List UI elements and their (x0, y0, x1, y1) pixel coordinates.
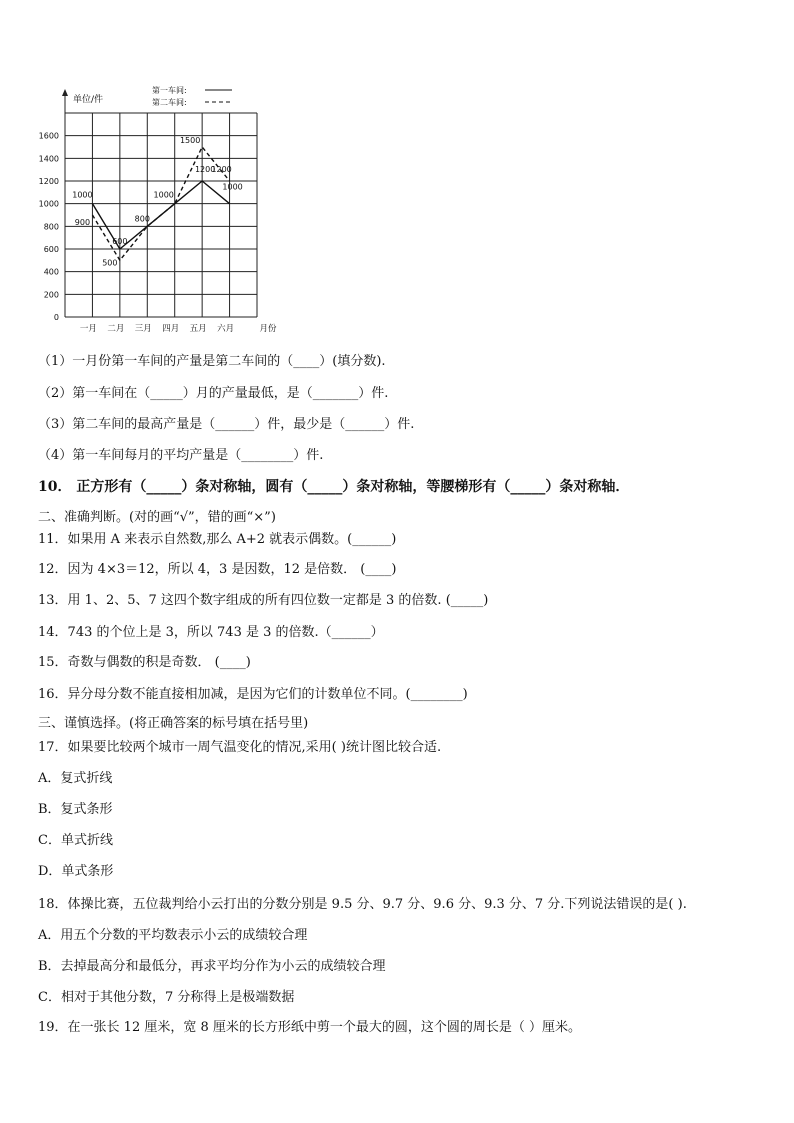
x-tick-label: 二月 (107, 324, 125, 334)
data-label: 1500 (179, 136, 201, 145)
x-axis-label: 月份 (259, 324, 277, 334)
y-tick-label: 400 (43, 267, 59, 277)
question-line: 13．用 1、2、5、7 这四个数字组成的所有四位数一定都是 3 的倍数. (_____) (38, 593, 489, 608)
x-tick-label: 三月 (134, 324, 152, 334)
question-line: C．单式折线 (38, 833, 113, 848)
question-line: A．复式折线 (38, 771, 113, 786)
question-line: （4）第一车间每月的平均产量是（________）件. (38, 448, 324, 463)
y-tick-label: 1600 (38, 131, 59, 141)
question-line: 10． 正方形有（_____）条对称轴，圆有（_____）条对称轴，等腰梯形有（_____）条对称轴． (38, 479, 630, 495)
data-label: 1000 (153, 190, 174, 200)
data-label: 1200 (211, 165, 232, 174)
data-label: 1000 (222, 182, 243, 192)
question-line: B．去掉最高分和最低分，再求平均分作为小云的成绩较合理 (38, 959, 386, 974)
question-line: （1）一月份第一车间的产量是第二车间的（____）(填分数). (38, 354, 386, 369)
question-line: 16．异分母分数不能直接相加减，是因为它们的计数单位不同。(________) (38, 687, 468, 702)
y-tick-label: 800 (43, 222, 59, 232)
y-tick-label: 1200 (38, 177, 59, 186)
question-line: 12．因为 4×3＝12，所以 4，3 是因数，12 是倍数． (____) (38, 562, 397, 577)
y-tick-label: 1400 (38, 154, 59, 164)
question-line: C．相对于其他分数，7 分称得上是极端数据 (38, 990, 295, 1005)
question-line: 三、谨慎选择。(将正确答案的标号填在括号里) (38, 716, 309, 731)
y-tick-label: 0 (53, 313, 59, 322)
question-line: （3）第二车间的最高产量是（______）件，最少是（______）件. (38, 417, 415, 432)
legend-label: 第二车间: (152, 98, 187, 107)
question-line: 11．如果用 A 来表示自然数,那么 A+2 就表示偶数。(______) (38, 532, 397, 547)
data-label: 1200 (194, 165, 216, 174)
question-line: 二、准确判断。(对的画“√”，错的画“×”) (38, 510, 276, 525)
data-label: 1000 (72, 190, 93, 200)
question-line: 15．奇数与偶数的积是奇数． (____) (38, 655, 251, 670)
question-line: 17．如果要比较两个城市一周气温变化的情况,采用( )统计图比较合适. (38, 740, 442, 755)
data-label: 900 (74, 218, 91, 227)
y-axis-unit-label: 单位/件 (73, 95, 104, 105)
y-tick-label: 600 (43, 245, 59, 254)
data-label: 800 (134, 214, 150, 224)
x-tick-label: 五月 (189, 324, 207, 334)
question-line: A．用五个分数的平均数表示小云的成绩较合理 (38, 928, 308, 943)
x-tick-label: 一月 (79, 324, 97, 334)
question-line: 18．体操比赛，五位裁判给小云打出的分数分别是 9.5 分、9.7 分、9.6 分、9.3 分、7 分.下列说法错误的是( ). (38, 897, 687, 912)
y-axis-arrow (62, 89, 68, 96)
x-tick-label: 四月 (162, 324, 180, 334)
production-line-chart (30, 80, 290, 340)
x-tick-label: 六月 (217, 324, 235, 334)
data-label: 500 (102, 258, 118, 268)
question-line: B．复式条形 (38, 802, 113, 817)
question-line: D．单式条形 (38, 864, 114, 879)
legend-label: 第一车间: (152, 86, 187, 95)
question-line: 14．743 的个位上是 3，所以 743 是 3 的倍数.（______） (38, 625, 384, 640)
y-tick-label: 200 (43, 290, 59, 300)
question-line: （2）第一车间在（_____）月的产量最低，是（_______）件. (38, 386, 389, 401)
data-label: 600 (112, 237, 128, 246)
y-tick-label: 1000 (38, 199, 59, 209)
question-line: 19．在一张长 12 厘米，宽 8 厘米的长方形纸中剪一个最大的圆，这个圆的周长是（ ）厘米。 (38, 1020, 582, 1035)
